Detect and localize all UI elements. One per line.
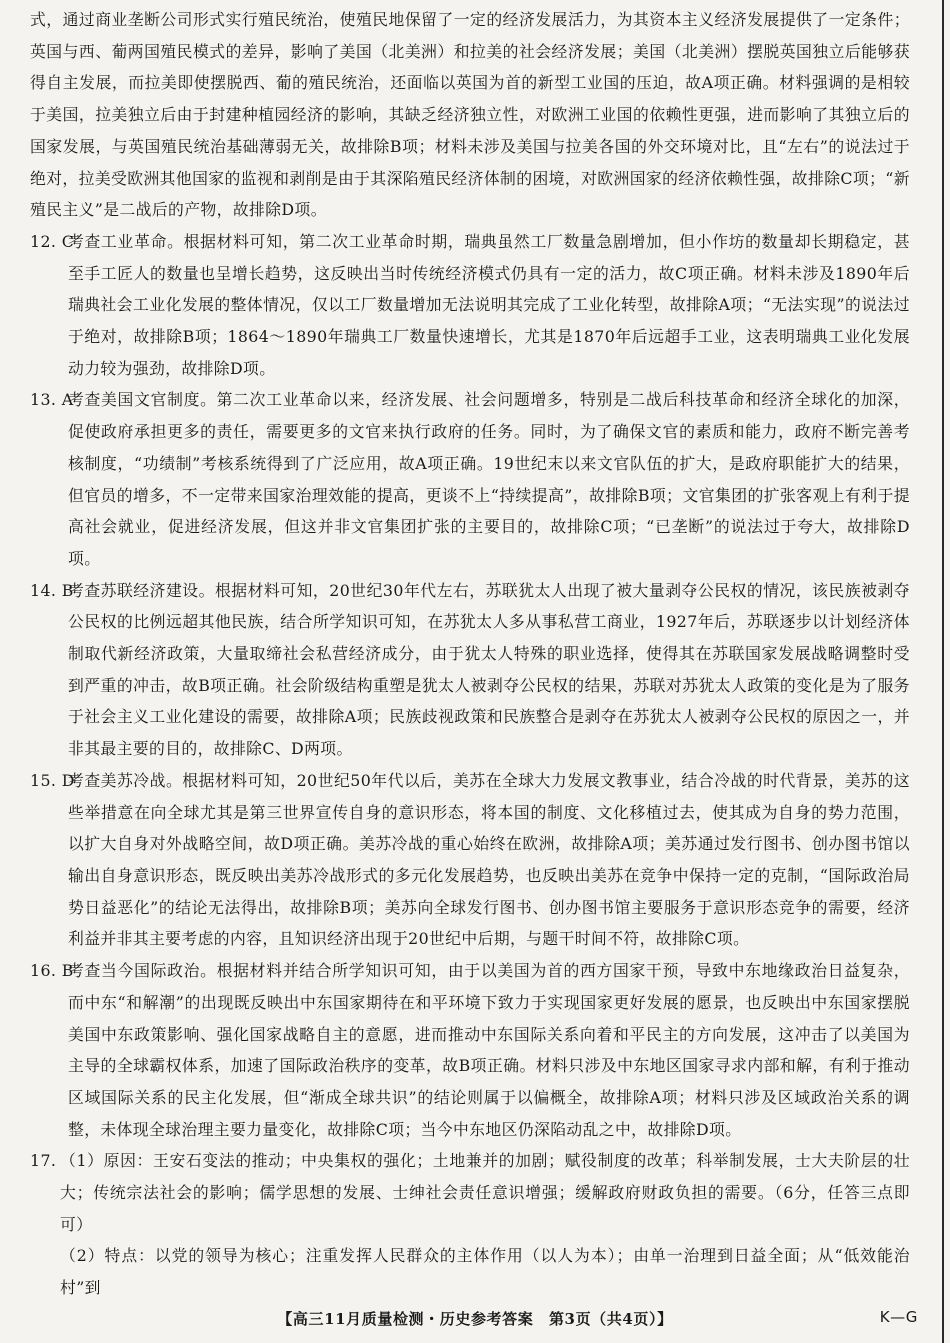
answer-17-part-2: （2）特点：以党的领导为核心；注重发挥人民群众的主体作用（以人为本）；由单一治理到日益全面；从“低效能治村”到 — [60, 1246, 910, 1298]
footer-code: K—G — [879, 1308, 918, 1326]
answer-13-text: 考查美国文官制度。第二次工业革命以来，经济发展、社会问题增多，特别是二战后科技革命和经济全球化的加深，促使政府承担更多的责任，需要更多的文官来执行政府的任务。同时，为了确保文官的素质和能力，政府不断完善考核制度，“功绩制”考核系统得到了广泛应用，故A项正确。19世纪末以来文官队伍的扩大，是政府职能扩大的结果，但官员的增多，不一定带来国家治理效能的提高，更谈不上“持续提高”，故排除B项；文官集团的扩张客观上有利于提高社会就业，促进经济发展，但这并非文官集团扩张的主要目的，故排除C项；“已垄断”的说法过于夸大，故排除D项。 — [68, 390, 910, 568]
answer-15-text: 考查美苏冷战。根据材料可知，20世纪50年代以后，美苏在全球大力发展文教事业，结合冷战的时代背景，美苏的这些举措意在向全球尤其是第三世界宣传自身的意识形态，将本国的制度、文化移植过去，使其成为自身的势力范围，以扩大自身对外战略空间，故D项正确。美苏冷战的重心始终在欧洲，故排除A项；美苏通过发行图书、创办图书馆以输出自身意识形态，既反映出美苏冷战形式的多元化发展趋势，也反映出美苏在竞争中保持一定的克制，“国际政治局势日益恶化”的结论无法得出，故排除B项；美苏向全球发行图书、创办图书馆主要服务于意识形态竞争的需要，经济利益并非其主要考虑的内容，且知识经济出现于20世纪中后期，与题干时间不符，故排除C项。 — [68, 770, 910, 949]
answer-17-number: 17. — [30, 1151, 57, 1171]
answer-14 — [30, 575, 910, 765]
right-margin-line — [942, 0, 944, 1343]
answer-17-part-1: （1）原因：王安石变法的推动；中央集权的强化；土地兼并的加剧；赋役制度的改革；科举制发展，士大夫阶层的壮大；传统宗法社会的影响；儒学思想的发展、士绅社会责任意识增强；缓解政府财政负担的需要。（6分，任答三点即可） — [60, 1151, 910, 1234]
answer-13 — [30, 384, 910, 574]
answer-14-text: 考查苏联经济建设。根据材料可知，20世纪30年代左右，苏联犹太人出现了被大量剥夺公民权的情况，该民族被剥夺公民权的比例远超其他民族，结合所学知识可知，在苏犹太人多从事私营工商业，1927年后，苏联逐步以计划经济体制取代新经济政策，大量取缔社会私营经济成分，由于犹太人特殊的职业选择，使得其在苏联国家发展战略调整时受到严重的冲击，故B项正确。社会阶级结构重塑是犹太人被剥夺公民权的结果，苏联对苏犹太人政策的变化是为了服务于社会主义工业化建设的需要，故排除A项；民族歧视政策和民族整合是剥夺在苏犹太人被剥夺公民权的原因之一，并非其最主要的目的，故排除C、D两项。 — [68, 580, 910, 759]
answer-16 — [30, 955, 910, 1145]
answer-16-text: 考查当今国际政治。根据材料并结合所学知识可知，由于以美国为首的西方国家干预，导致中东地缘政治日益复杂，而中东“和解潮”的出现既反映出中东国家期待在和平环境下致力于实现国家更好发展的愿景，也反映出中东国家摆脱美国中东政策影响、强化国家战略自主的意愿，进而推动中东国际关系向着和平民主的方向发展，这冲击了以美国为主导的全球霸权体系，加速了国际政治秩序的变革，故B项正确。材料只涉及中东地区国家寻求内部和解，有利于推动区域国际关系的民主化发展，但“渐成全球共识”的结论则属于以偏概全，故排除A项；材料只涉及区域政治关系的调整，未体现全球治理主要力量变化，故排除C项；当今中东地区仍深陷动乱之中，故排除D项。 — [68, 961, 910, 1139]
page-footer — [0, 1308, 950, 1332]
answer-13-number: 13. A — [30, 390, 74, 410]
answer-14-number: 14. B — [30, 580, 74, 600]
footer-title: 【高三11月质量检测・历史参考答案 第3页（共4页）】 — [277, 1310, 673, 1328]
answer-17 — [30, 1145, 910, 1304]
answer-11-continuation: 式，通过商业垄断公司形式实行殖民统治，使殖民地保留了一定的经济发展活力，为其资本主义经济发展提供了一定条件；英国与西、葡两国殖民模式的差异，影响了美国（北美洲）和拉美的社会经济发展；美国（北美洲）摆脱英国独立后能够获得自主发展，而拉美即使摆脱西、葡的殖民统治，还面临以英国为首的新型工业国的压迫，故A项正确。材料强调的是相较于美国，拉美独立后由于封建种植园经济的影响，其缺乏经济独立性，对欧洲工业国的依赖性更强，进而影响了其独立后的国家发展，与英国殖民统治基础薄弱无关，故排除B项；材料未涉及美国与拉美各国的外交环境对比，且“左右”的说法过于绝对，拉美受欧洲其他国家的监视和剥削是由于其深陷殖民经济体制的困境，对欧洲国家的经济依赖性强，故排除C项；“新殖民主义”是二战后的产物，故排除D项。 — [30, 10, 910, 220]
answer-15 — [30, 765, 910, 955]
answer-12-text: 考查工业革命。根据材料可知，第二次工业革命时期，瑞典虽然工厂数量急剧增加，但小作坊的数量却长期稳定，甚至手工匠人的数量也呈增长趋势，这反映出当时传统经济模式仍具有一定的活力，故C项正确。材料未涉及1890年后瑞典社会工业化发展的整体情况，仅以工厂数量增加无法说明其完成了工业化转型，故排除A项；“无法实现”的说法过于绝对，故排除B项；1864～1890年瑞典工厂数量快速增长，尤其是1870年后远超手工业，这表明瑞典工业化发展动力较为强劲，故排除D项。 — [68, 231, 910, 378]
answer-15-number: 15. D — [30, 770, 75, 790]
answer-12-number: 12. C — [30, 231, 75, 251]
answer-16-number: 16. B — [30, 961, 74, 981]
page-content — [30, 4, 910, 1304]
answer-12 — [30, 226, 910, 385]
